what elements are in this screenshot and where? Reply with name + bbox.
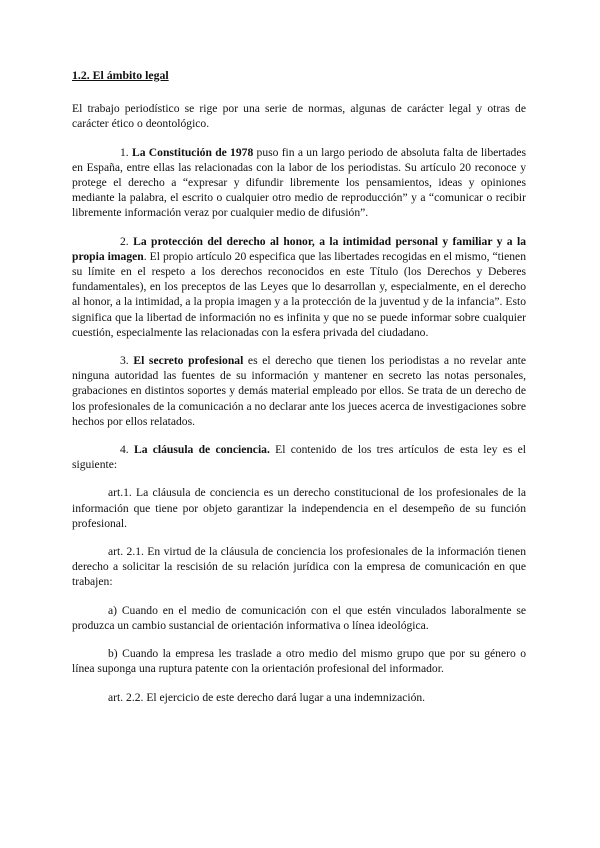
item-text: es el derecho que tienen los periodistas a no revelar ante ninguna autoridad las fuentes de su información y mantener en secreto las notas personales, grabaciones en distintos soportes y demás material empleado por ellos. Se trata de un derecho de los profesionales de la comunicación a no declarar ante los jueces acerca de investigaciones sobre hechos por ellos relatados. [72, 354, 527, 428]
article-paragraph: art.1. La cláusula de conciencia es un derecho constitucional de los profesionales de la información que tiene por objeto garantizar la independencia en el desempeño de su función profesional. [72, 486, 526, 530]
item-paragraph-4 [72, 442, 526, 472]
item-title: La protección del derecho al honor, a la intimidad personal y familiar y a la propia imagen [72, 234, 526, 263]
article-paragraph: art. 2.1. En virtud de la cláusula de conciencia los profesionales de la información tienen derecho a solicitar la rescisión de su relación jurídica con la empresa de comunicación en que trabajen: [72, 545, 526, 589]
article-paragraph: a) Cuando en el medio de comunicación con el que estén vinculados laboralmente se produzca un cambio sustancial de orientación informativa o línea ideológica. [72, 603, 526, 632]
item-text: puso fin a un largo periodo de absoluta falta de libertades en España, entre ellas las relacionadas con la labor de los periodistas. Su artículo 20 reconoce y protege el derecho a “expresar y difundir libremente los pensamientos, ideas y opiniones mediante la palabra, el escrito o cualquier otro medio de reproducción” y a “comunicar o recibir libremente información veraz por cualquier medio de difusión”. [72, 145, 526, 220]
item-paragraph-1 [72, 145, 526, 221]
item-paragraph-2 [72, 234, 526, 340]
item-paragraph-3 [72, 353, 526, 429]
item-title: La Constitución de 1978 [131, 145, 254, 159]
article-paragraph: b) Cuando la empresa les traslade a otro medio del mismo grupo que por su género o línea suponga una ruptura patente con la orientación profesional del informador. [72, 647, 526, 676]
item-title: La cláusula de conciencia. [133, 443, 270, 457]
item-text: El contenido de los tres artículos de esta ley es el siguiente: [72, 443, 526, 472]
item-text: . El propio artículo 20 especifica que las libertades recogidas en el mismo, “tienen su límite en el respeto a los derechos reconocidos en este Título (los Derechos y Deberes fundamentales), en los preceptos de las Leyes que lo desarrollan y, especialmente, en el derecho al honor, a la intimidad, a la propia imagen y a la protección de la juventud y de la infancia”. Esto significa que la libertad de información no es infinita y que no se puede informar sobre cualquier cuestión, especialmente las relacionadas con la esfera privada del ciudadano. [72, 249, 526, 339]
item-number: 1. [120, 145, 129, 159]
item-number: 4. [120, 443, 129, 457]
item-number: 3. [120, 354, 129, 368]
article-paragraph: art. 2.2. El ejercicio de este derecho dará lugar a una indemnización. [108, 690, 426, 704]
section-heading: 1.2. El ámbito legal [72, 68, 169, 82]
item-title: El secreto profesional [133, 354, 244, 368]
intro-paragraph: El trabajo periodístico se rige por una serie de normas, algunas de carácter legal y otras de carácter ético o deontológico. [72, 102, 526, 131]
item-number: 2. [120, 234, 129, 248]
